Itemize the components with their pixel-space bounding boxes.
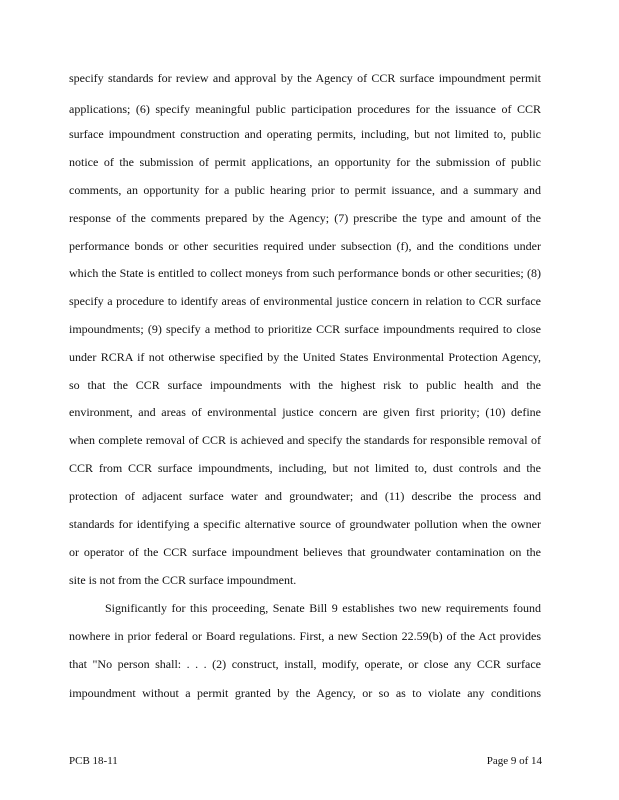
body-text-line: Significantly for this proceeding, Senate Bill 9 establishes two new requirements found: [105, 601, 541, 615]
body-text-line: environment, and areas of environmental justice concern are given first priority; (10) define: [69, 405, 541, 419]
body-text-line: applications; (6) specify meaningful public participation procedures for the issuance of CCR: [69, 102, 541, 116]
body-text-line: site is not from the CCR surface impoundment.: [69, 573, 297, 587]
body-text-line: impoundments; (9) specify a method to prioritize CCR surface impoundments required to close: [69, 322, 541, 336]
page-number: Page 9 of 14: [486, 755, 542, 767]
body-text-line: so that the CCR surface impoundments with the highest risk to public health and the: [69, 378, 541, 392]
body-text-line: notice of the submission of permit applications, an opportunity for the submission of public: [69, 155, 541, 169]
body-text-line: specify a procedure to identify areas of environmental justice concern in relation to CCR surface: [69, 294, 541, 308]
body-text-line: or operator of the CCR surface impoundment believes that groundwater contamination on the: [69, 545, 541, 559]
body-text-line: impoundment without a permit granted by the Agency, or so as to violate any conditions: [69, 686, 541, 700]
body-text-line: surface impoundment construction and operating permits, including, but not limited to, public: [69, 127, 541, 141]
body-text-line: performance bonds or other securities required under subsection (f), and the conditions under: [69, 239, 541, 253]
docket-number: PCB 18-11: [69, 755, 118, 767]
body-text-line: comments, an opportunity for a public hearing prior to permit issuance, and a summary and: [69, 183, 541, 197]
body-text-line: nowhere in prior federal or Board regulations. First, a new Section 22.59(b) of the Act provides: [69, 629, 541, 643]
body-text-line: under RCRA if not otherwise specified by the United States Environmental Protection Agency,: [69, 350, 541, 364]
body-text-line: standards for identifying a specific alternative source of groundwater pollution when the owner: [69, 517, 541, 531]
body-text-line: protection of adjacent surface water and groundwater; and (11) describe the process and: [69, 489, 541, 503]
body-text-line: response of the comments prepared by the Agency; (7) prescribe the type and amount of the: [69, 211, 541, 225]
body-text-line: when complete removal of CCR is achieved and specify the standards for responsible removal of: [69, 433, 541, 447]
body-text-line: specify standards for review and approval by the Agency of CCR surface impoundment permit: [69, 71, 541, 85]
body-text-line: that "No person shall: . . . (2) construct, install, modify, operate, or close any CCR surface: [69, 657, 541, 671]
body-text-line: CCR from CCR surface impoundments, including, but not limited to, dust controls and the: [69, 461, 541, 475]
body-text-line: which the State is entitled to collect moneys from such performance bonds or other securities; (8): [69, 266, 541, 280]
